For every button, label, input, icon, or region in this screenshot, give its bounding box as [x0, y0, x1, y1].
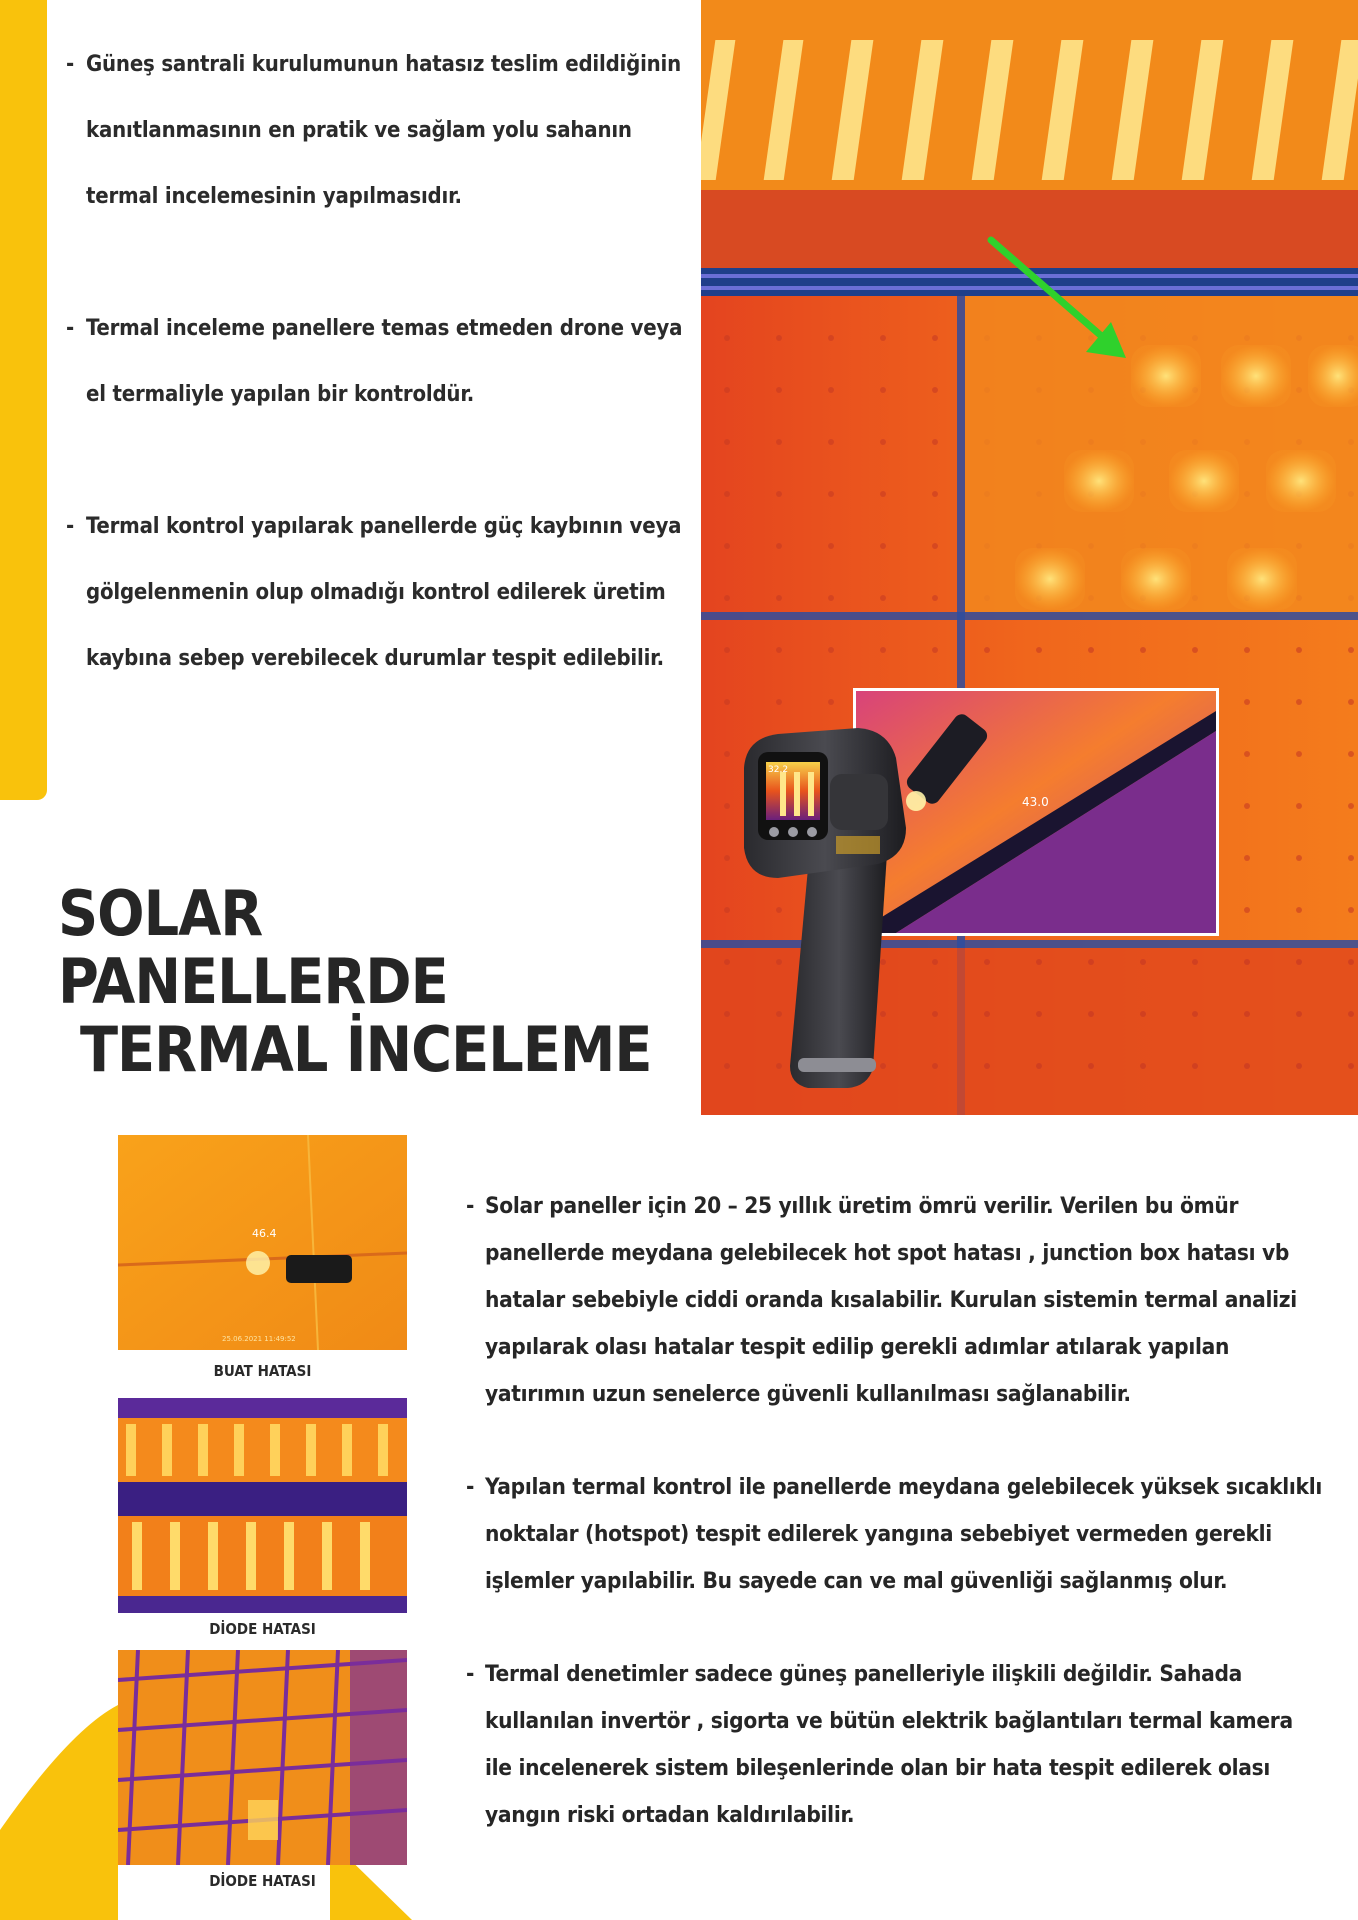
buat-thermal-graphic: [118, 1135, 407, 1350]
intro-bullet-2: [66, 296, 686, 428]
title-line-1: SOLAR PANELLERDE: [58, 877, 448, 1018]
thumb-diode-hatasi-1: [118, 1398, 407, 1613]
buat-timestamp: 25.06.2021 11:49:52: [222, 1335, 296, 1343]
buat-temperature-label: 46.4: [252, 1227, 277, 1240]
inset-temperature-label: 43.0: [1022, 795, 1049, 809]
intro-bullet-3: [66, 494, 686, 692]
bullet-dash: -: [466, 1661, 475, 1687]
body-bullet-1: [466, 1183, 1326, 1418]
body-bullet-2: [466, 1464, 1326, 1605]
title-line-2: TERMAL İNCELEME: [80, 1013, 652, 1086]
intro-bullet-text: Termal kontrol yapılarak panellerde güç kaybının veya gölgelenmenin olup olmadığı kontrol edilerek üretim kaybına sebep verebilecek durumlar tespit edilebilir.: [86, 514, 682, 671]
thumb-buat-hatasi: [118, 1135, 407, 1350]
bullet-dash: -: [66, 52, 75, 77]
caption-diode-hatasi-1: DİODE HATASI: [209, 1620, 316, 1638]
caption-diode-hatasi-2: DİODE HATASI: [209, 1872, 316, 1890]
bullet-dash: -: [466, 1193, 475, 1219]
bullet-dash: -: [466, 1474, 475, 1500]
diode-thermal-graphic-2: [118, 1650, 407, 1865]
body-bullet-text: Solar paneller için 20 – 25 yıllık üretim ömrü verilir. Verilen bu ömür panellerde meydana gelebilecek hot spot hatası , junction box hatası vb hatalar sebebiyle ciddi oranda kısalabilir. Kurulan sistemin termal analizi yapılarak olası hatalar tespit edilip gerekli adımlar atılarak yapılan yatırımın uzun senelerce güvenli kullanılması sağlanabilir.: [485, 1193, 1297, 1407]
camera-screen-reading: 32.2: [768, 765, 789, 775]
thermal-camera-image: [738, 728, 908, 1096]
body-bullet-text: Termal denetimler sadece güneş panelleriyle ilişkili değildir. Sahada kullanılan invertör , sigorta ve bütün elektrik bağlantıları termal kamera ile incelenerek sistem bileşenlerinde olan bir hata tespit edilerek olası yangın riski ortadan kaldırılabilir.: [485, 1661, 1293, 1828]
inset-thermal-graphic: [856, 691, 1216, 933]
intro-bullet-text: Termal inceleme panellere temas etmeden drone veya el termaliyle yapılan bir kontroldür.: [86, 316, 683, 407]
left-accent-strip: [0, 0, 47, 800]
caption-buat-hatasi: BUAT HATASI: [213, 1362, 312, 1380]
body-bullet-3: [466, 1651, 1326, 1839]
intro-bullet-1: [66, 32, 686, 230]
bullet-dash: -: [66, 316, 75, 341]
intro-bullet-text: Güneş santrali kurulumunun hatasız teslim edildiğinin kanıtlanmasının en pratik ve sağlam yolu sahanın termal incelemesinin yapılmasıdır.: [86, 52, 682, 209]
diode-thermal-graphic-1: [118, 1398, 407, 1613]
page-title: [58, 877, 658, 1086]
thumb-diode-hatasi-2: [118, 1650, 407, 1865]
body-bullet-text: Yapılan termal kontrol ile panellerde meydana gelebilecek yüksek sıcaklıklı noktalar (hotspot) tespit edilerek yangına sebebiyet vermeden gerekli işlemler yapılabilir. Bu sayede can ve mal güvenliği sağlanmış olur.: [485, 1474, 1322, 1594]
bullet-dash: -: [66, 514, 75, 539]
